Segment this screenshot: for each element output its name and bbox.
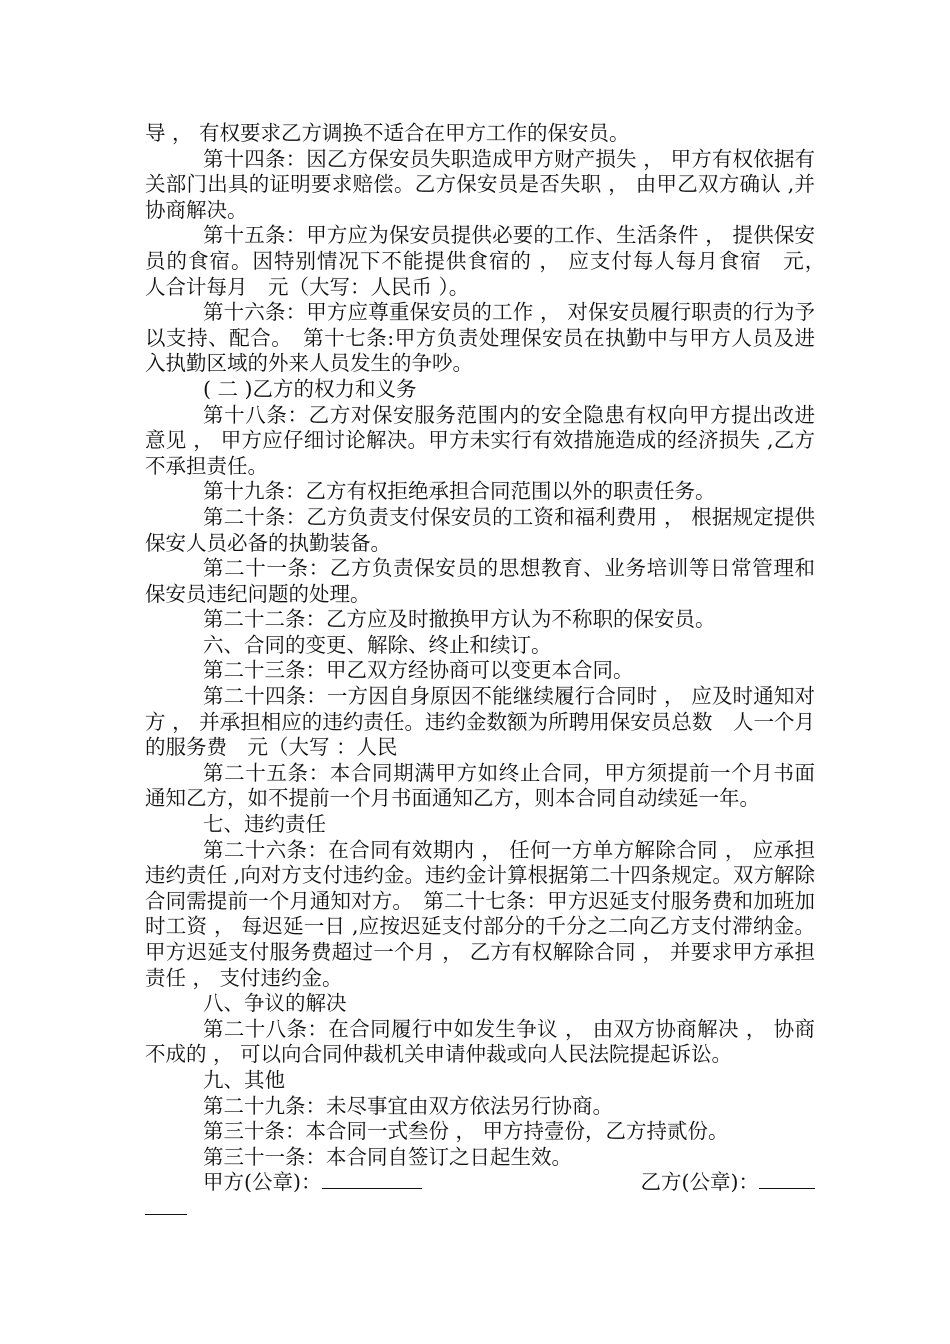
section-heading-9: 九、其他 <box>203 1067 285 1092</box>
article-28: 第二十八条：在合同履行中如发生争议 ， 由双方协商解决 ， 协商不成的 ， 可以向合同仲裁机关申请仲裁或向人民法院提起诉讼。 <box>145 1016 815 1067</box>
article-20: 第二十条：乙方负责支付保安员的工资和福利费用 ， 根据规定提供保安人员必备的执勤装备。 <box>145 504 815 555</box>
signature-line-continuation <box>145 1214 187 1215</box>
signature-row <box>145 1170 815 1196</box>
article-24: 第二十四条：一方因自身原因不能继续履行合同时 ， 应及时通知对方 ， 并承担相应的违约责任。违约金数额为所聘用保安员总数 人一个月的服务费 元（大写 ：人民 <box>145 684 815 760</box>
section-heading-7: 七、违约责任 <box>203 812 326 837</box>
section-heading-6: 六、合同的变更、解除、终止和续订。 <box>203 632 552 657</box>
article-15: 第十五条：甲方应为保安员提供必要的工作、生活条件 ， 提供保安员的食宿。因特别情况下不能提供食宿的 ， 应支付每人每月食宿 元， 人合计每月 元（大写：人民币 ）。 <box>145 223 836 299</box>
party-a-signature-line <box>322 1170 422 1189</box>
article-22: 第二十二条：乙方应及时撤换甲方认为不称职的保安员。 <box>203 607 716 632</box>
article-18: 第十八条：乙方对保安服务范围内的安全隐患有权向甲方提出改进意见 ， 甲方应仔细讨论解决。甲方未实行有效措施造成的经济损失 ,乙方不承担责任。 <box>145 402 815 478</box>
article-19: 第十九条：乙方有权拒绝承担合同范围以外的职责任务。 <box>203 479 716 504</box>
section-heading-party-b: ( 二 )乙方的权力和义务 <box>203 376 417 401</box>
article-23: 第二十三条：甲乙双方经协商可以变更本合同。 <box>203 658 634 683</box>
article-21: 第二十一条：乙方负责保安员的思想教育、业务培训等日常管理和保安员违纪问题的处理。 <box>145 556 815 606</box>
article-31: 第三十一条：本合同自签订之日起生效。 <box>203 1144 572 1169</box>
section-heading-8: 八、争议的解决 <box>203 991 347 1016</box>
article-16-17: 第十六条：甲方应尊重保安员的工作 ， 对保安员履行职责的行为予以支持、配合。 第十七条:甲方负责处理保安员在执勤中与甲方人员及进入执勤区域的外来人员发生的争吵。 <box>145 300 815 376</box>
contract-body <box>145 121 836 1215</box>
article-30: 第三十条：本合同一式叁份 ， 甲方持壹份，乙方持贰份。 <box>203 1119 729 1144</box>
article-25: 第二十五条：本合同期满甲方如终止合同，甲方须提前一个月书面通知乙方，如不提前一个月书面通知乙方，则本合同自动续延一年。 <box>145 760 815 811</box>
party-b-label: 乙方(公章)： <box>640 1170 759 1195</box>
party-a-signature <box>203 1170 422 1196</box>
party-b-signature <box>641 1170 816 1196</box>
article-14: 第十四条：因乙方保安员失职造成甲方财产损失 ， 甲方有权依据有关部门出具的证明要求赔偿。乙方保安员是否失职 ， 由甲乙双方确认 ,并协商解决。 <box>145 146 815 222</box>
paragraph-1: 导 ， 有权要求乙方调换不适合在甲方工作的保安员。 <box>145 121 630 145</box>
party-b-signature-line <box>759 1170 815 1189</box>
party-a-label: 甲方(公章)： <box>203 1170 322 1195</box>
article-26-27: 第二十六条：在合同有效期内 ， 任何一方单方解除合同 ， 应承担违约责任 ,向对方支付违约金。违约金计算根据第二十四条规定。双方解除合同需提前一个月通知对方。 第二十七条：甲方迟延支付服务费和加班加时工资 ， 每迟延一日 ,应按迟延支付部分的千分之二向乙方支付滞纳金。甲方迟延支付服务费超过一个月 ， 乙方有权解除合同 ， 并要求甲方承担责任 ， 支付违约金。 <box>145 837 815 990</box>
article-29: 第二十九条：未尽事宜由双方依法另行协商。 <box>203 1093 613 1118</box>
